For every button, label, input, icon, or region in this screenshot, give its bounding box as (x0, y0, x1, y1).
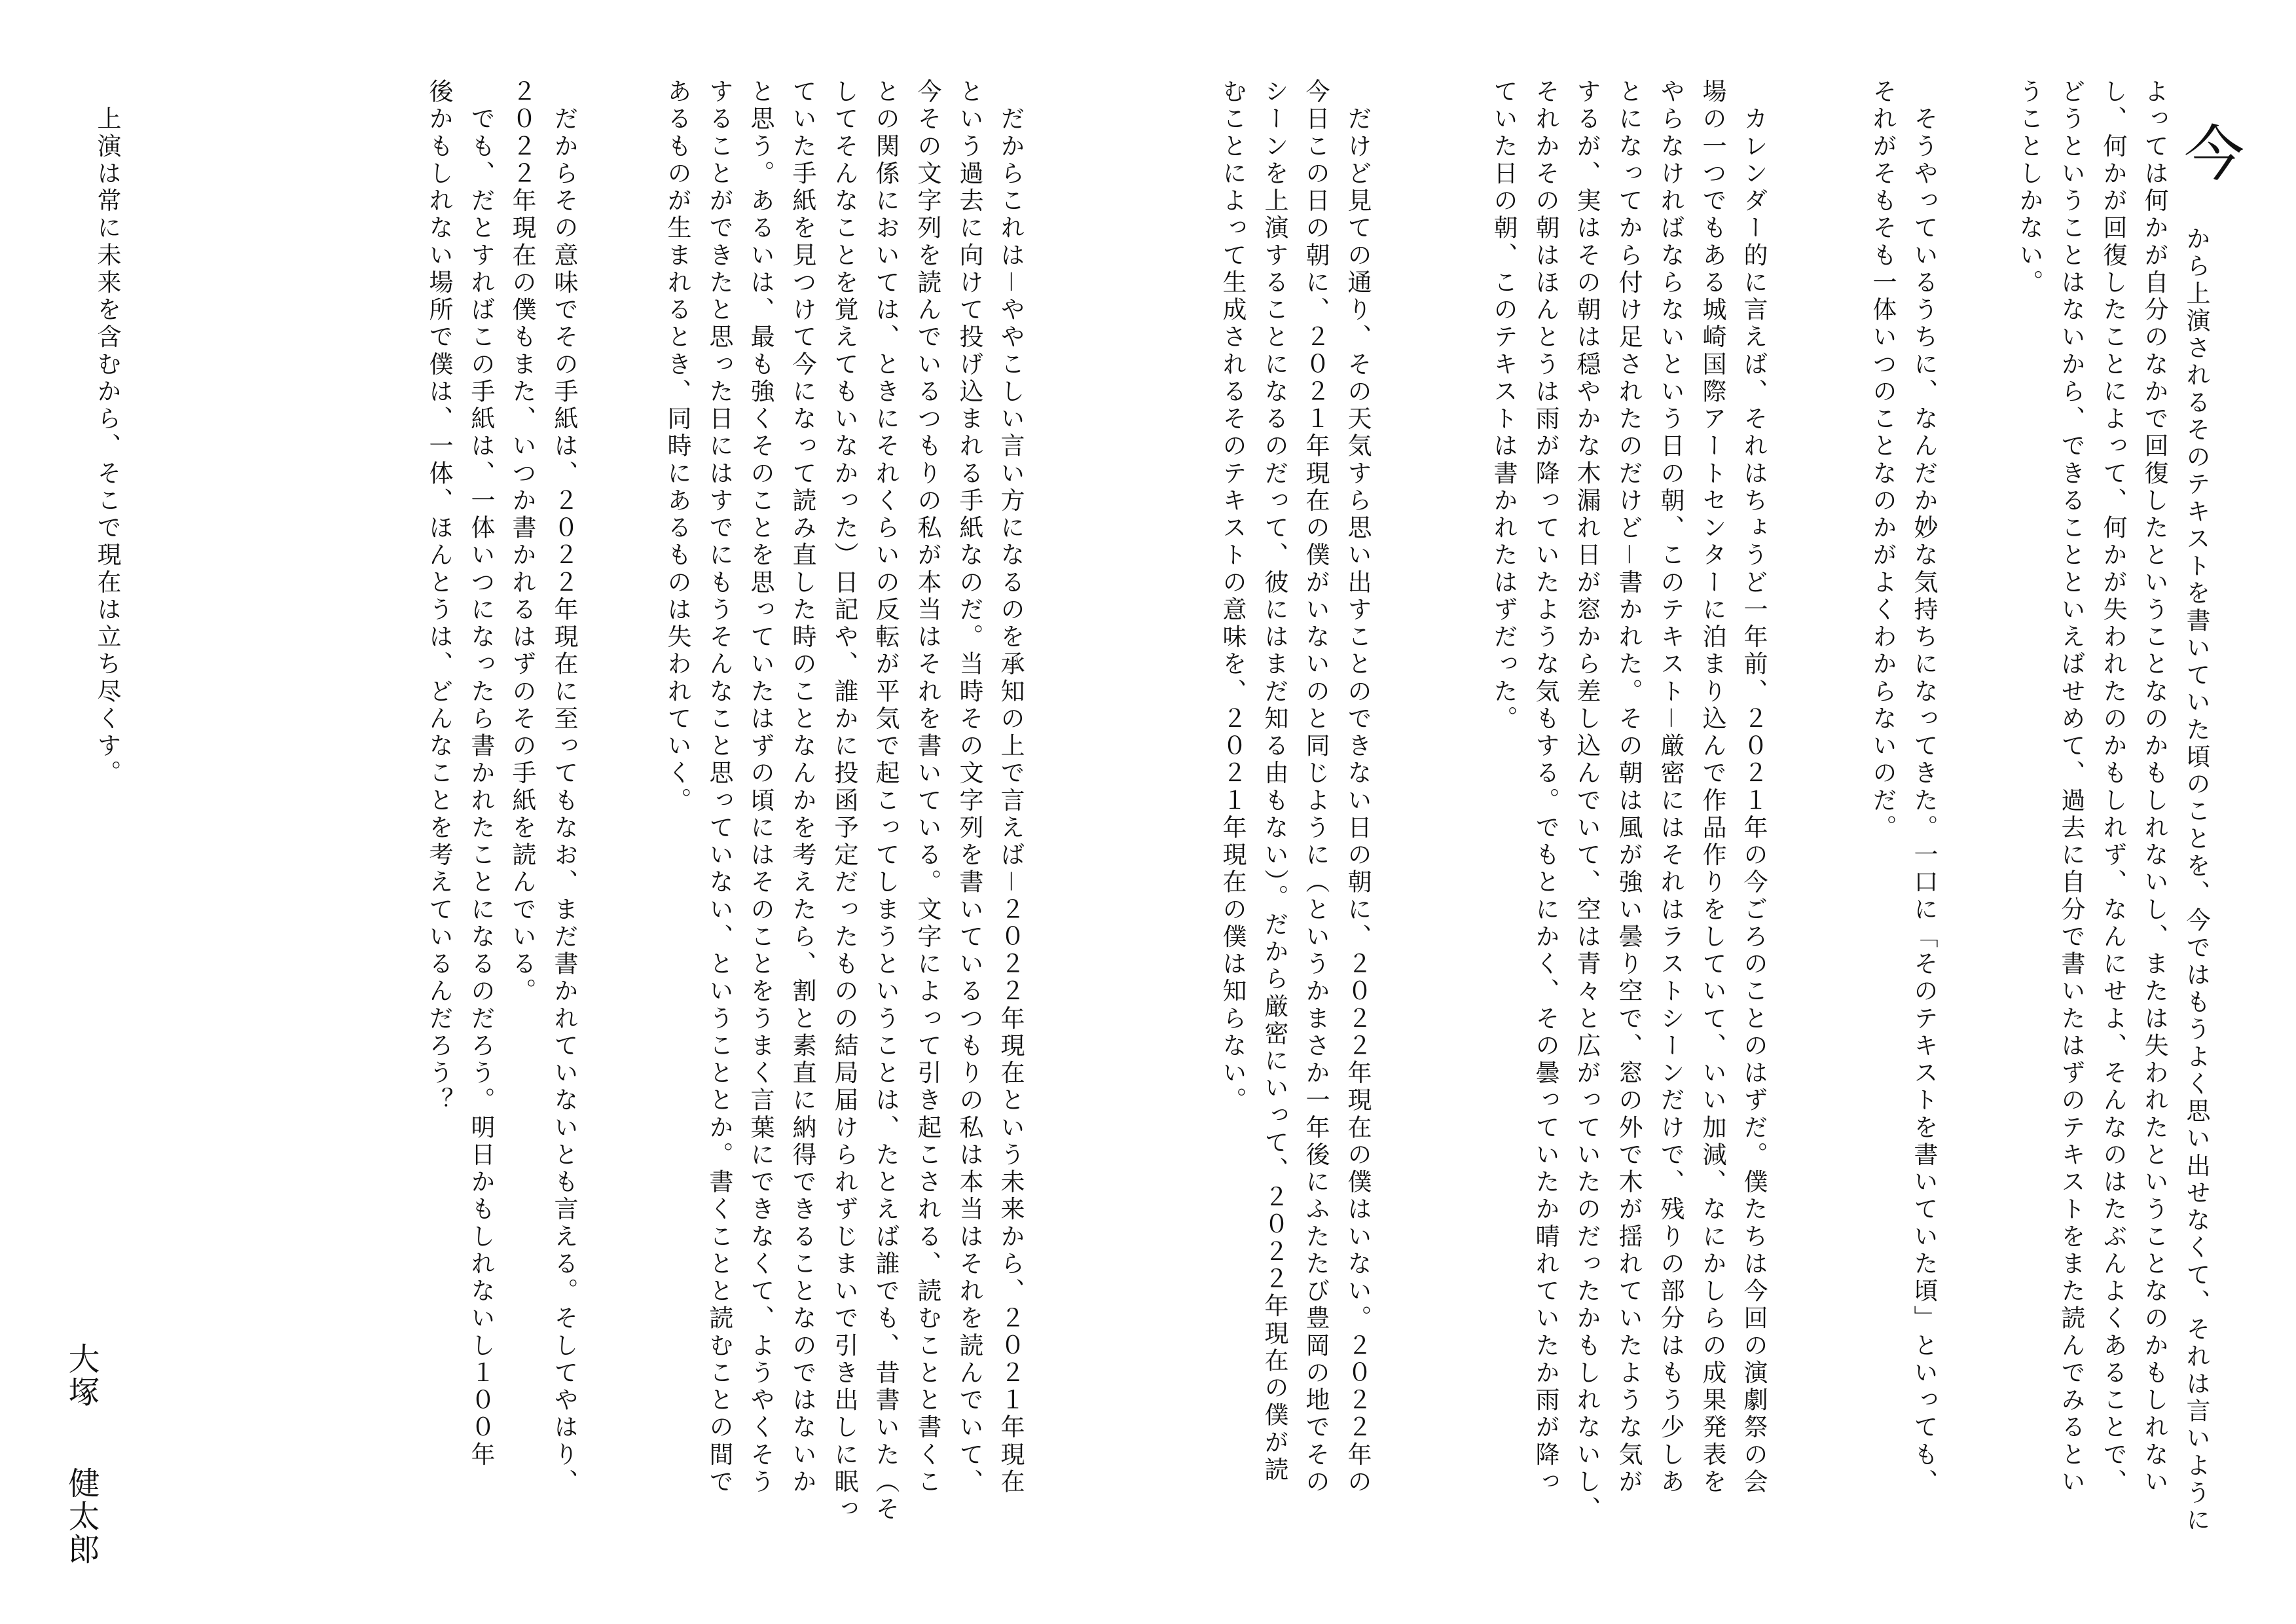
text-line: むことによって生成されるそのテキストの意味を、２０２１年現在の僕は知らない。 (1218, 79, 1247, 1115)
text-line: あるものが生まれるとき、同時にあるものは失われていく。 (663, 79, 691, 815)
text-line: ていた手紙を見つけて今になって読み直した時のことなんかを考えたら、割と素直に納得できることなのではないか (788, 79, 816, 1496)
text-line: することができたと思った日にはすでにもうそんなこと思っていない、ということとか。書くことと読むことの間で (705, 79, 733, 1496)
text-line: から上演されるそのテキストを書いていた頃のことを、今ではもうよく思い出せなくて、それは言いように (2182, 226, 2210, 1534)
text-line: うことしかない。 (2015, 79, 2043, 297)
text-line: とになってから付け足されたのだけど－書かれた。その朝は風が強い曇り空で、窓の外で木が揺れていたような気が (1614, 79, 1643, 1496)
text-line: ２０２２年現在の僕もまた、いつか書かれるはずのその手紙を読んでいる。 (508, 79, 536, 1006)
author-given-name: 健太郎 (63, 1467, 100, 1566)
text-line: との関係においては、ときにそれくらいの反転が平気で起こってしまうということは、たとえば誰でも、昔書いた（そ (871, 79, 900, 1524)
text-line: 上演は常に未来を含むから、そこで現在は立ち尽くす。 (93, 79, 121, 788)
text-line: だからその意味でその手紙は、２０２２年現在に至ってもなお、まだ書かれていないとも言える。そしてやはり、 (550, 79, 578, 1496)
text-line: だからこれは－ややこしい言い方になるのを承知の上で言えば－２０２２年現在という未来から、２０２１年現在 (996, 79, 1025, 1496)
text-line: するが、実はその朝は穏やかな木漏れ日が窓から差し込んでいて、空は青々と広がっていたのだったかもしれないし、 (1573, 79, 1601, 1524)
text-line: 今その文字列を読んでいるつもりの私が本当はそれを書いている。文字によって引き起こされる、読むことと書くこ (913, 79, 941, 1496)
text-line: してそんなことを覚えてもいなかった）日記や、誰かに投函予定だったものの結局届けられずじまいで引き出しに眠っ (830, 79, 858, 1524)
text-line: と思う。あるいは、最も強くそのことを思っていたはずの頃にはそのことをうまく言葉にできなくて、ようやくそう (746, 79, 774, 1496)
text-line: だけど見ての通り、その天気すら思い出すことのできない日の朝に、２０２２年現在の僕はいない。２０２２年の (1343, 79, 1372, 1496)
text-line: という過去に向けて投げ込まれる手紙なのだ。当時その文字列を書いているつもりの私は本当はそれを読んでいて、 (955, 79, 983, 1496)
text-line: 場の一つでもある城崎国際アートセンターに泊まり込んで作品作りをしていて、いい加減、なにかしらの成果発表を (1698, 79, 1726, 1496)
text-line: それがそもそも一体いつのことなのかがよくわからないのだ。 (1868, 79, 1897, 842)
text-line: カレンダー的に言えば、それはちょうど一年前、２０２１年の今ごろのことのはずだ。僕たちは今回の演劇祭の会 (1740, 79, 1768, 1496)
text-line: よっては何かが自分のなかで回復したということなのかもしれないし、または失われたということなのかもしれない (2140, 79, 2168, 1496)
text-line: 後かもしれない場所で僕は、一体、ほんとうは、どんなことを考えているんだろう？ (425, 79, 453, 1115)
text-line: し、何かが回復したことによって、何かが失われたのかもしれず、なんにせよ、そんなのはたぶんよくあることで、 (2099, 79, 2127, 1496)
text-line: でも、だとすればこの手紙は、一体いつになったら書かれたことになるのだろう。明日かもしれないし１００年 (467, 79, 495, 1469)
text-line: それかその朝はほんとうは雨が降っていたような気もする。でもとにかく、その曇っていたか晴れていたか雨が降っ (1531, 79, 1559, 1496)
text-line: シーンを上演することになるのだって、彼にはまだ知る由もない）。だから厳密にいって、２０２２年現在の僕が読 (1260, 79, 1288, 1484)
text-line: 今日この日の朝に、２０２１年現在の僕がいないのと同じように（というかまさか一年後にふたたび豊岡の地でその (1302, 79, 1330, 1496)
text-line: やらなければならないという日の朝、このテキスト－厳密にはそれはラストシーンだけで、残りの部分はもう少しあ (1656, 79, 1685, 1496)
drop-cap: 今 (2184, 119, 2245, 189)
text-line: ていた日の朝、このテキストは書かれたはずだった。 (1489, 79, 1518, 733)
text-line: そうやっているうちに、なんだか妙な気持ちになってきた。一口に「そのテキストを書いていた頃」といっても、 (1910, 79, 1938, 1496)
text-line: どうということはないから、できることといえばせめて、過去に自分で書いたはずのテキストをまた読んでみるとい (2057, 79, 2085, 1496)
author-family-name: 大塚 (63, 1342, 100, 1409)
